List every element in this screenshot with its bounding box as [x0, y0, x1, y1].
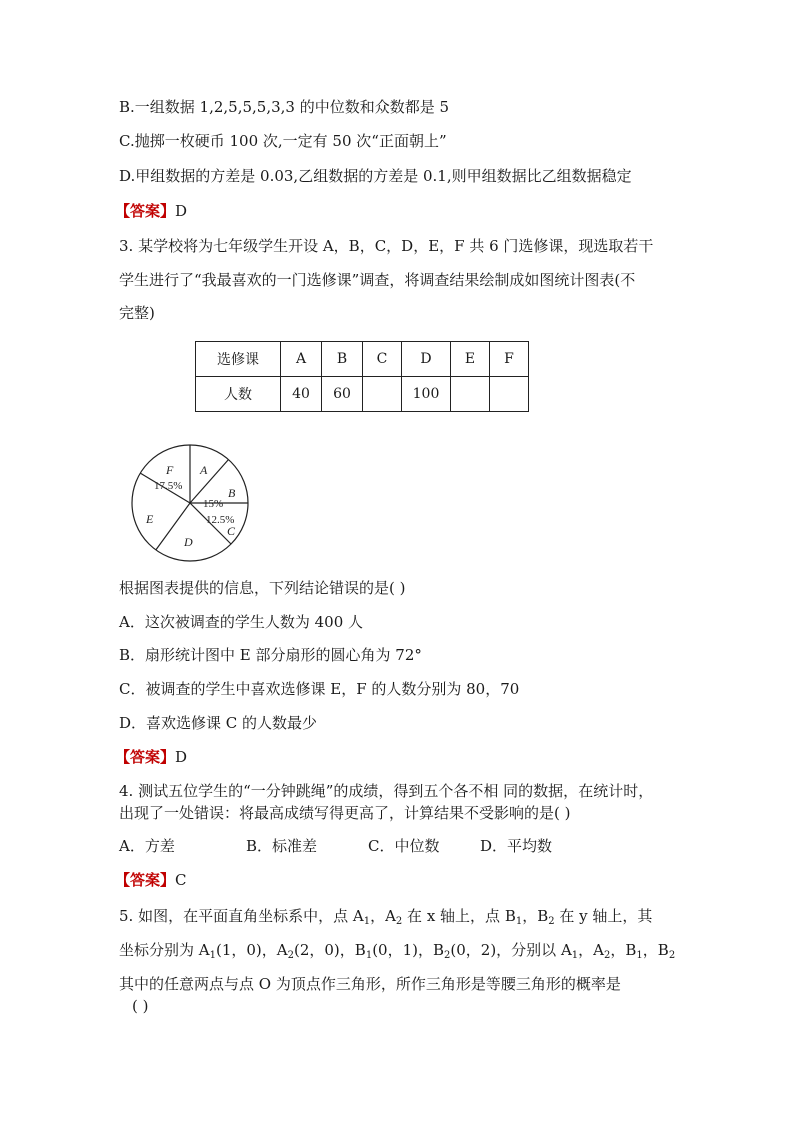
table-header-row — [196, 342, 529, 377]
table-cell — [363, 377, 402, 412]
pie-label-f: F — [166, 463, 174, 477]
q4-option-d: D．平均数 — [480, 837, 553, 855]
answer-tag: 【答案】 — [115, 202, 176, 220]
q3-stem-line-2: 学生进行了“我最喜欢的一门选修课”调查，将调查结果绘制成如图统计图表(不 — [119, 271, 636, 289]
pie-pct-c: 12.5% — [206, 514, 235, 526]
q4-option-a: A．方差 — [119, 837, 175, 855]
q3-option-c: C．被调查的学生中喜欢选修课 E，F 的人数分别为 80，70 — [119, 680, 520, 698]
table-cell: 选修课 — [196, 342, 281, 377]
table-row — [196, 377, 529, 412]
q5-stem-line-4: ( ) — [132, 997, 149, 1015]
table-cell: 人数 — [196, 377, 281, 412]
q2-option-c: C.抛掷一枚硬币 100 次,一定有 50 次“正面朝上” — [119, 132, 447, 150]
q4-stem-line-1: 4. 测试五位学生的“一分钟跳绳”的成绩，得到五个各不相 同的数据，在统计时， — [119, 782, 654, 800]
table-cell: C — [363, 342, 402, 377]
pie-divider — [190, 460, 228, 503]
pie-pct-f: 17.5% — [154, 480, 183, 492]
answer-tag: 【答案】 — [115, 871, 176, 889]
table-cell — [490, 377, 529, 412]
table-cell: 100 — [402, 377, 451, 412]
answer-tag: 【答案】 — [115, 748, 176, 766]
pie-label-c: C — [227, 524, 236, 538]
pie-label-e: E — [146, 512, 154, 526]
table-cell: 60 — [322, 377, 363, 412]
q2-option-b: B.一组数据 1,2,5,5,5,3,3 的中位数和众数都是 5 — [119, 98, 450, 116]
q4-stem-line-2: 出现了一处错误：将最高成绩写得更高了，计算结果不受影响的是( ) — [119, 804, 571, 822]
table-cell: B — [322, 342, 363, 377]
table-cell: A — [281, 342, 322, 377]
q3-option-b: B．扇形统计图中 E 部分扇形的圆心角为 72° — [119, 646, 422, 664]
course-table — [195, 341, 529, 412]
q3-option-a: A．这次被调查的学生人数为 400 人 — [119, 613, 364, 631]
q5-stem-line-3: 其中的任意两点与点 O 为顶点作三角形，所作三角形是等腰三角形的概率是 — [119, 975, 621, 993]
q2-option-d: D.甲组数据的方差是 0.03,乙组数据的方差是 0.1,则甲组数据比乙组数据稳定 — [119, 167, 632, 185]
table-cell: 40 — [281, 377, 322, 412]
table-cell: E — [451, 342, 490, 377]
answer-value: D — [175, 748, 188, 766]
table-cell: D — [402, 342, 451, 377]
table-cell: F — [490, 342, 529, 377]
q4-option-b: B．标准差 — [246, 837, 318, 855]
q3-option-d: D．喜欢选修课 C 的人数最少 — [119, 714, 318, 732]
table-cell — [451, 377, 490, 412]
q3-prompt: 根据图表提供的信息，下列结论错误的是( ) — [119, 579, 406, 597]
q3-stem-line-3: 完整) — [119, 304, 155, 322]
pie-pct-b: 15% — [203, 498, 224, 510]
q2-answer — [115, 201, 187, 221]
q5-stem-line-2: 坐标分别为 $A_1(1$，0)，$A_2(2$，0)，$B_1(0$，1)，$B_2(0$，2)，分别以 $A_1$，$A_2$，$B_1$，$B_2$ — [119, 941, 676, 961]
pie-label-a: A — [200, 463, 208, 477]
q4-answer — [115, 870, 187, 890]
pie-label-b: B — [228, 486, 236, 500]
q3-stem-line-1: 3. 某学校将为七年级学生开设 A，B，C，D，E，F 共 6 门选修课，现选取若干 — [119, 237, 654, 255]
pie-chart-figure — [130, 441, 260, 565]
q5-stem-line-1: 5. 如图，在平面直角坐标系中，点 $A_1$，$A_2$ 在 x 轴上，点 $B_1$，$B_2$ 在 y 轴上，其 — [119, 907, 653, 927]
q4-option-c: C．中位数 — [368, 837, 440, 855]
pie-label-d: D — [184, 535, 193, 549]
answer-value: D — [175, 202, 188, 220]
q3-answer — [115, 747, 187, 767]
answer-value: C — [175, 871, 187, 889]
